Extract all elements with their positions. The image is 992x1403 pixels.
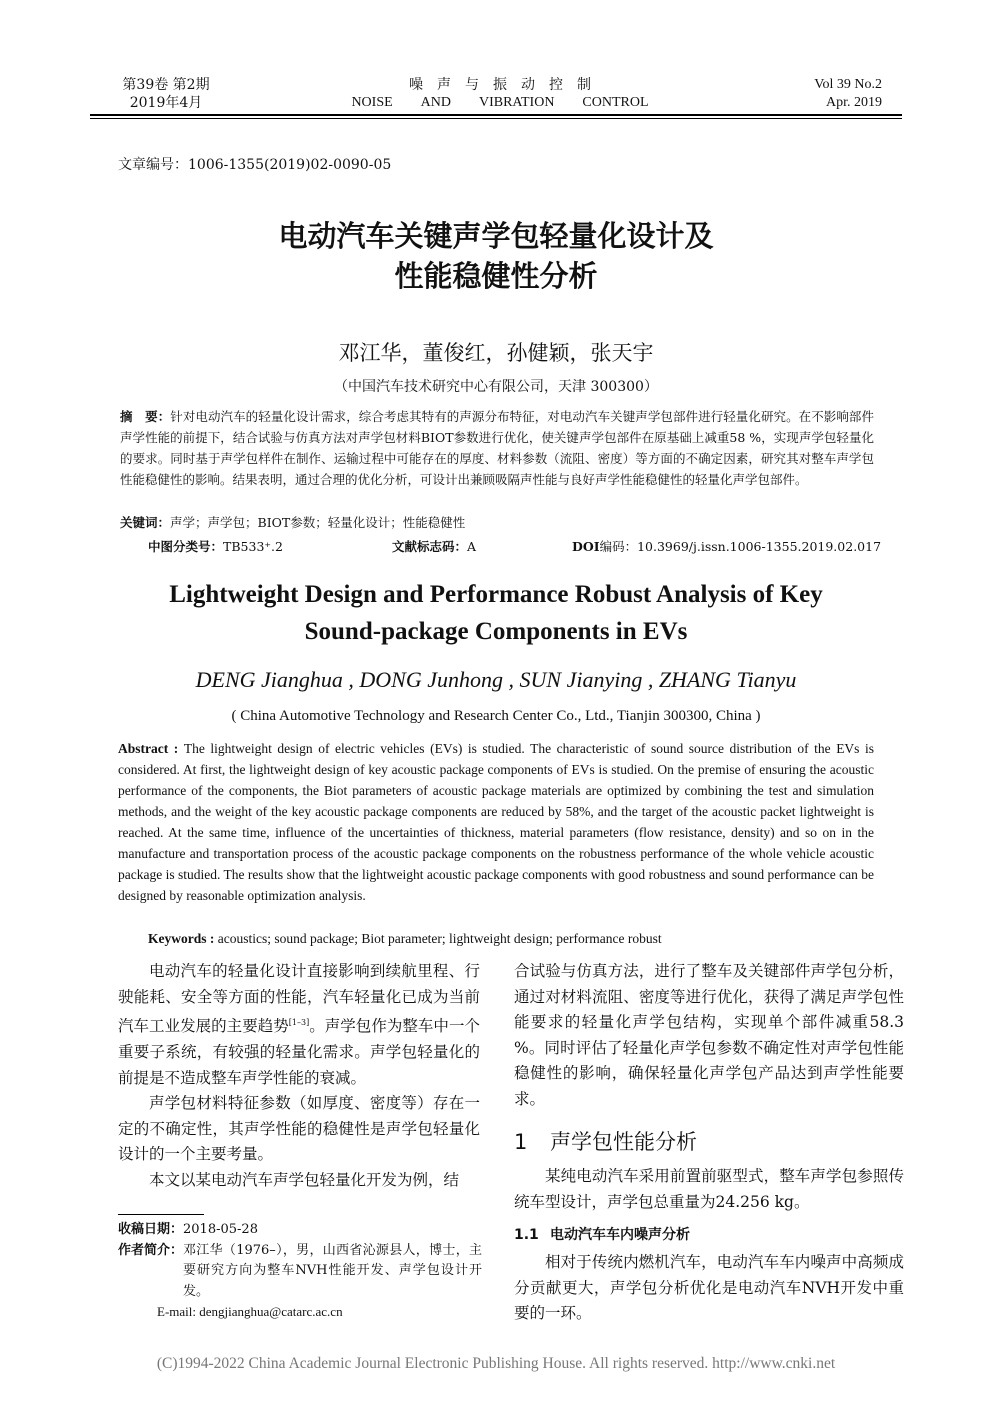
body-right-column-3: [514, 1250, 904, 1327]
keywords-en-label: Keywords :: [148, 931, 218, 946]
abstract-cn: [120, 406, 874, 490]
authors-cn: 邓江华，董俊红，孙健颖，张天宇: [338, 341, 654, 365]
received-label: 收稿日期：: [118, 1222, 184, 1237]
body-paragraph: 声学包材料特征参数（如厚度、密度等）存在一定的不确定性，其声学性能的稳健性是声学包轻量化设计的一个主要考量。: [118, 1094, 480, 1164]
clc-label: 中图分类号：: [148, 539, 224, 554]
section-number: 1: [514, 1130, 528, 1154]
keywords-en: [148, 928, 874, 949]
title-cn-line1: 电动汽车关键声学包轻量化设计及: [278, 219, 714, 253]
abstract-en-text: The lightweight design of electric vehicles (EVs) is studied. The characteristic of sound source distribution of the EVs is considered. At first, the lightweight design of key acoustic package components of EVs is studied. On the premise of ensuring the acoustic performance of the components, the Biot parameters of acoustic package materials are optimized by combining the test and simulation methods, and the weight of the key acoustic package components are reduced by 58%, and the target of the acoustic packet lightweight is reached. At the same time, influence of the uncertainties of thickness, material parameters (flow resistance, density) and so on in the manufacture and transportation process of the acoustic package components on the robustness performance of the whole vehicle acoustic package is studied. The results show that the lightweight acoustic package components with good robustness and sound performance can be designed by reasonable optimization analysis.: [118, 741, 874, 903]
body-paragraph: 合试验与仿真方法，进行了整车及关键部件声学包分析，通过对材料流阻、密度等进行优化，获得了满足声学包性能要求的轻量化声学包结构，实现单个部件减重58.3 %。同时评估了轻量化声学包参数不确定性对声学包性能稳健性的影响，确保轻量化声学包产品达到声学性能要求。: [514, 962, 904, 1108]
footnote-rule: [118, 1214, 204, 1215]
subsection-number: 1.1: [514, 1227, 539, 1243]
header-rule-thick: [90, 114, 902, 116]
doi-label: DOI: [572, 539, 600, 554]
body-text: 电动汽车的轻量化设计直接影响到续航里程、行驶能耗、安全等方面的性能，汽车轻量化已成为当前汽车工业发展的主要趋势: [118, 962, 480, 1036]
keywords-en-text: acoustics; sound package; Biot parameter; lightweight design; performance robust: [217, 931, 662, 946]
copyright-footer: (C)1994-2022 China Academic Journal Electronic Publishing House. All rights reserved. http://www.cnki.net: [156, 1355, 836, 1372]
body-paragraph: [118, 959, 480, 1091]
received-date: [118, 1220, 482, 1241]
doi-value: 编码：10.3969/j.issn.1006-1355.2019.02.017: [599, 539, 882, 554]
subsection-title: 电动汽车车内噪声分析: [550, 1227, 690, 1243]
journal-header-right: [790, 76, 882, 112]
date-en: Apr. 2019: [826, 95, 882, 110]
journal-header-left: [118, 76, 214, 112]
body-right-column-2: [514, 1164, 904, 1215]
abstract-cn-label: 摘 要：: [120, 409, 171, 424]
title-en-line2: Sound-package Components in EVs: [304, 618, 688, 645]
subsection-heading-1-1: [514, 1224, 690, 1244]
keywords-cn-label: 关键词：: [120, 515, 171, 530]
article-number: 文章编号：1006-1355(2019)02-0090-05: [118, 157, 392, 173]
abstract-en-label: Abstract :: [118, 741, 184, 756]
journal-name-en: NOISE AND VIBRATION CONTROL: [351, 95, 649, 110]
author-bio-label: 作者简介：: [118, 1242, 184, 1258]
body-paragraph: 相对于传统内燃机汽车，电动汽车车内噪声中高频成分贡献更大，声学包分析优化是电动汽车NVH开发中重要的一环。: [514, 1253, 904, 1323]
author-bio: [118, 1241, 482, 1303]
section-heading-1: [514, 1126, 697, 1156]
abstract-cn-text: 针对电动汽车的轻量化设计需求，综合考虑其特有的声源分布特征，对电动汽车关键声学包部件进行轻量化研究。在不影响部件声学性能的前提下，结合试验与仿真方法对声学包材料BIOT参数进行优化，使关键声学包部件在原基础上减重58 %，实现声学包轻量化的要求。同时基于声学包样件在制作、运输过程中可能存在的厚度、材料参数（流阻、密度）等方面的不确定因素，研究其对整车声学包性能稳健性的影响。结果表明，通过合理的优化分析，可设计出兼顾吸隔声性能与良好声学性能稳健性的轻量化声学包部件。: [120, 409, 874, 487]
header-rule-thin: [90, 118, 902, 119]
clc-value: TB533⁺.2: [223, 539, 283, 554]
affiliation-cn: （中国汽车技术研究中心有限公司，天津 300300）: [334, 379, 658, 395]
received-value: 2018-05-28: [183, 1222, 258, 1237]
document-code: [392, 537, 476, 555]
keywords-cn: [120, 512, 874, 533]
abstract-en: [118, 738, 874, 906]
doc-code-label: 文献标志码：: [392, 539, 468, 554]
keywords-cn-text: 声学；声学包；BIOT参数；轻量化设计；性能稳健性: [170, 515, 466, 530]
authors-en: DENG Jianghua , DONG Junhong , SUN Jianying , ZHANG Tianyu: [195, 667, 797, 692]
body-text: 。声学包作为整车中一个重要子系统，有较强的轻量化需求。声学包轻量化的前提是不造成整车声学性能的衰减。: [118, 1017, 480, 1087]
journal-name-cn: 噪 声 与 振 动 控 制: [409, 77, 591, 93]
title-en-line1: Lightweight Design and Performance Robust Analysis of Key: [169, 581, 823, 608]
section-title: 声学包性能分析: [550, 1130, 697, 1154]
body-right-column: [514, 959, 904, 1113]
body-left-column: [118, 959, 480, 1194]
journal-header-center: [300, 76, 700, 112]
body-paragraph: 本文以某电动汽车声学包轻量化开发为例，结: [149, 1170, 460, 1189]
title-cn-line2: 性能稳健性分析: [394, 259, 598, 293]
issue-date: 2019年4月: [129, 95, 203, 111]
doc-code-value: A: [467, 539, 477, 554]
footnote: [118, 1220, 482, 1323]
volume-no-en: Vol 39 No.2: [814, 77, 882, 92]
clc-number: [148, 537, 283, 555]
doi: [572, 537, 881, 555]
affiliation-en: ( China Automotive Technology and Research Center Co., Ltd., Tianjin 300300, China ): [231, 708, 761, 724]
author-email: E-mail: dengjianghua@catarc.ac.cn: [157, 1304, 343, 1319]
citation: [1–3]: [288, 1018, 310, 1028]
volume-issue: 第39卷 第2期: [122, 77, 210, 93]
author-bio-text: 邓江华（1976–），男，山西省沁源县人，博士，主要研究方向为整车NVH性能开发、声学包设计开发。: [183, 1242, 482, 1299]
title-en: [0, 576, 992, 650]
title-cn: [0, 216, 992, 296]
body-paragraph: 某纯电动汽车采用前置前驱型式，整车声学包参照传统车型设计，声学包总重量为24.256 kg。: [514, 1167, 904, 1211]
